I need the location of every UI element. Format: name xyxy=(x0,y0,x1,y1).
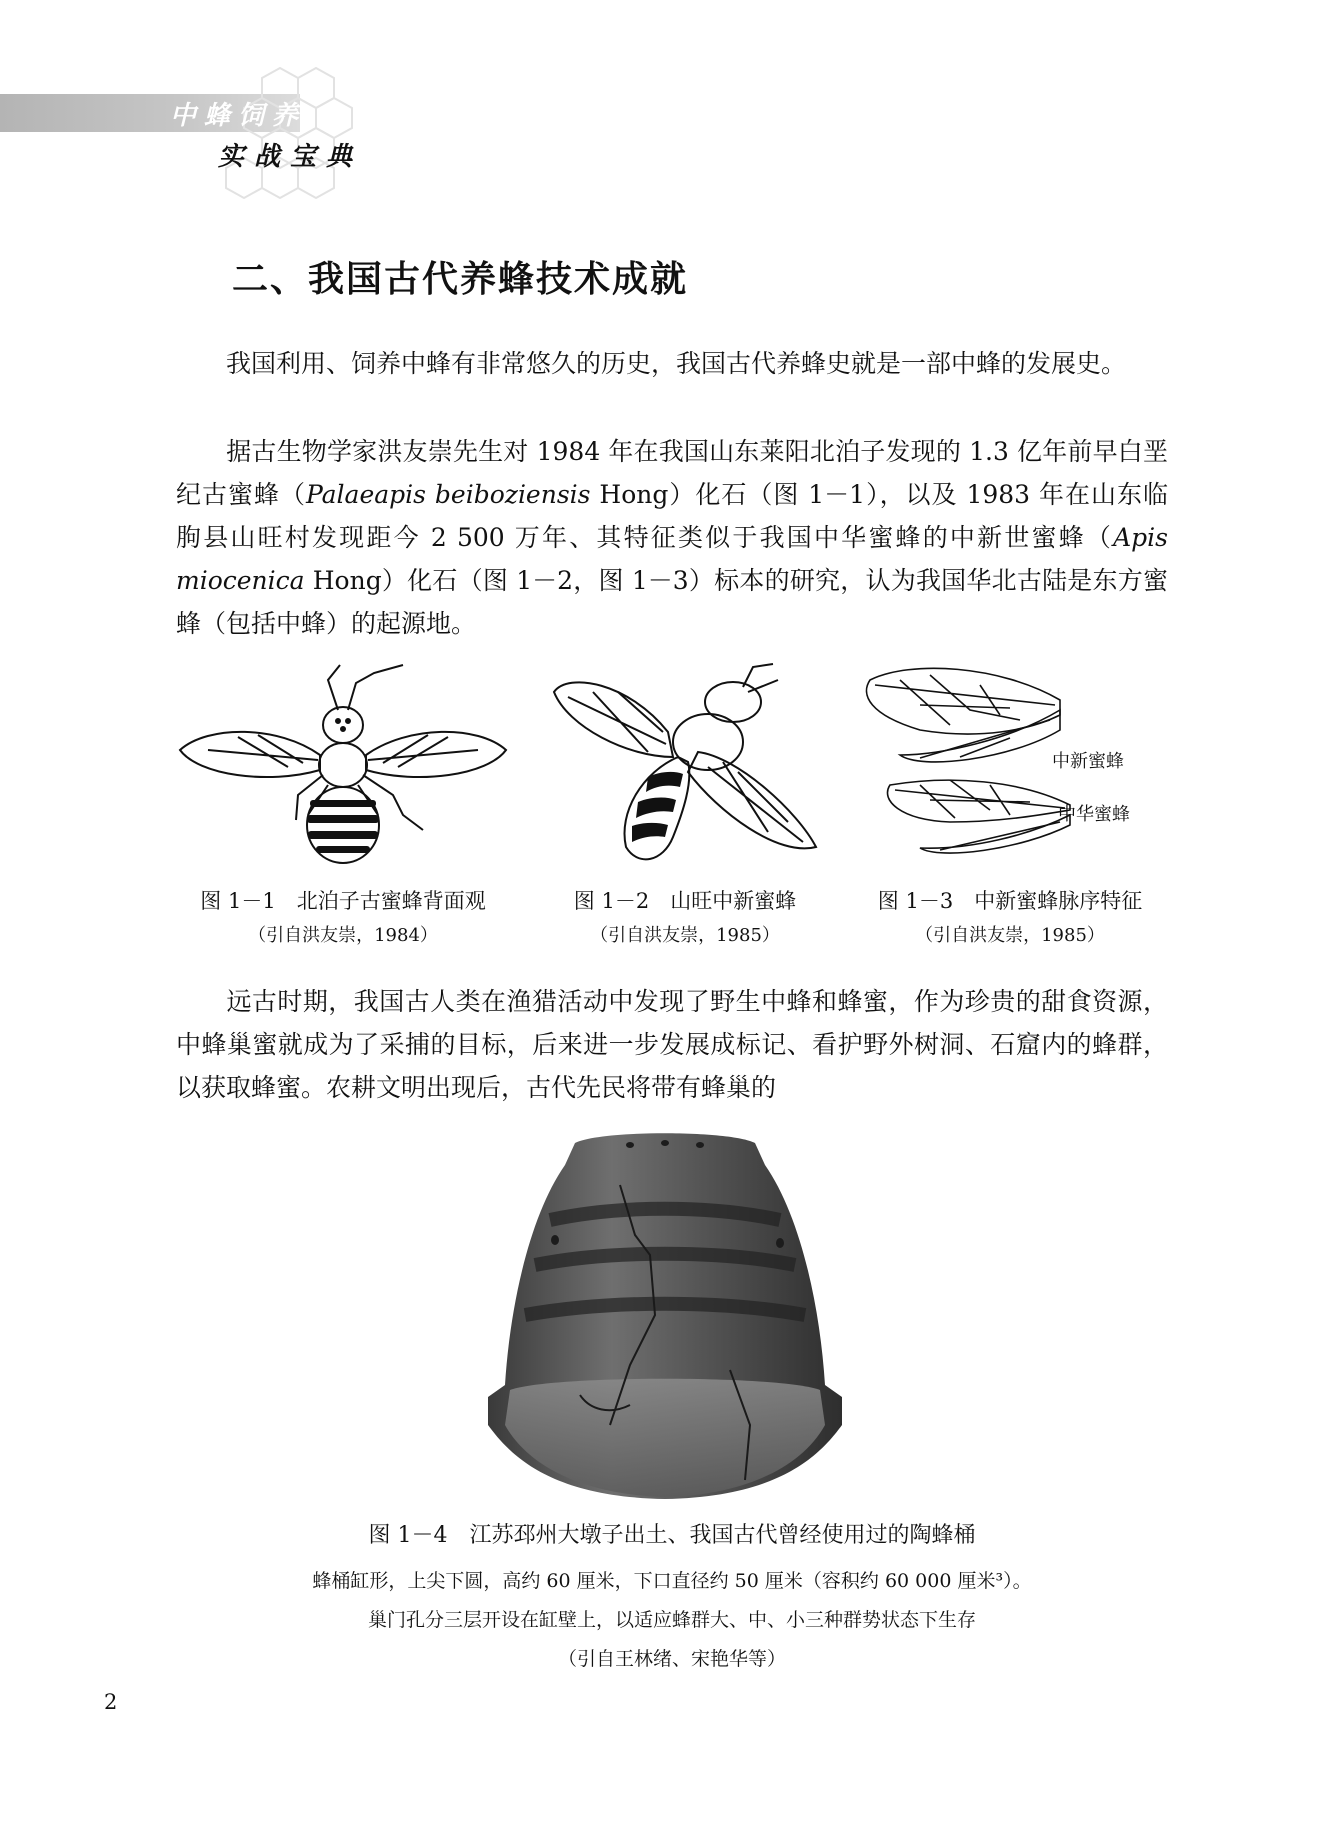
figure-1-2-source: （引自洪友崇，1985） xyxy=(590,925,780,946)
figure-1-4-caption: 图 1－4 江苏邳州大墩子出土、我国古代曾经使用过的陶蜂桶 xyxy=(368,1523,976,1548)
series-title-line2: 实战宝典 xyxy=(218,142,363,172)
figure-1-4-source: （引自王林绪、宋艳华等） xyxy=(557,1648,786,1670)
paragraph-2-part-b: Hong）化石（图 1－1），以及 1983 年在山东临朐县山旺村发现距今 2 500 万年、其特征类似于我国中华蜜蜂的中新世蜜蜂（ xyxy=(176,480,1168,552)
section-heading: 二、我国古代养蜂技术成就 xyxy=(232,259,689,300)
figure-1-3-illustration xyxy=(860,660,1080,860)
figure-1-4-pottery-beehive-photo xyxy=(480,1125,850,1505)
paragraph-2 xyxy=(176,430,1168,645)
figure-1-3-source: （引自洪友崇，1985） xyxy=(915,925,1105,946)
page-number: 2 xyxy=(104,1690,118,1714)
figure-1-1-illustration xyxy=(178,655,508,865)
paragraph-2-part-c: Hong）化石（图 1－2，图 1－3）标本的研究，认为我国华北古陆是东方蜜蜂（包括中蜂）的起源地。 xyxy=(176,566,1168,638)
wing-label-cerana: 中华蜜蜂 xyxy=(1058,804,1130,825)
figure-1-4-description-line1: 蜂桶缸形，上尖下圆，高约 60 厘米，下口直径约 50 厘米（容积约 60 000 厘米³）。 xyxy=(312,1570,1032,1592)
paragraph-1-text: 我国利用、饲养中蜂有非常悠久的历史，我国古代养蜂史就是一部中蜂的发展史。 xyxy=(226,349,1127,378)
figure-1-3-caption: 图 1－3 中新蜜蜂脉序特征 xyxy=(877,889,1143,913)
figure-1-1-caption: 图 1－1 北泊子古蜜蜂背面观 xyxy=(200,889,486,913)
wing-label-miocene: 中新蜜蜂 xyxy=(1052,751,1124,772)
paragraph-3-text: 远古时期，我国古人类在渔猎活动中发现了野生中蜂和蜂蜜，作为珍贵的甜食资源，中蜂巢蜜就成为了采捕的目标，后来进一步发展成标记、看护野外树洞、石窟内的蜂群，以获取蜂蜜。农耕文明出现后，古代先民将带有蜂巢的 xyxy=(176,987,1168,1102)
series-title-line1: 中蜂饲养 xyxy=(170,101,307,131)
paragraph-3 xyxy=(176,980,1168,1109)
figure-1-1-source: （引自洪友崇，1984） xyxy=(248,925,438,946)
species-name-apis-miocenica: Apis miocenica xyxy=(176,523,1168,595)
figure-1-2-caption: 图 1－2 山旺中新蜜蜂 xyxy=(573,889,797,913)
figure-1-4-description-line2: 巢门孔分三层开设在缸壁上，以适应蜂群大、中、小三种群势状态下生存 xyxy=(367,1609,976,1631)
figure-1-2-illustration xyxy=(548,662,818,872)
species-name-palaeapis: Palaeapis beiboziensis xyxy=(305,480,591,509)
paragraph-2-part-a: 据古生物学家洪友崇先生对 1984 年在我国山东莱阳北泊子发现的 1.3 亿年前早白垩纪古蜜蜂（ xyxy=(176,437,1168,509)
paragraph-1 xyxy=(176,342,1168,385)
